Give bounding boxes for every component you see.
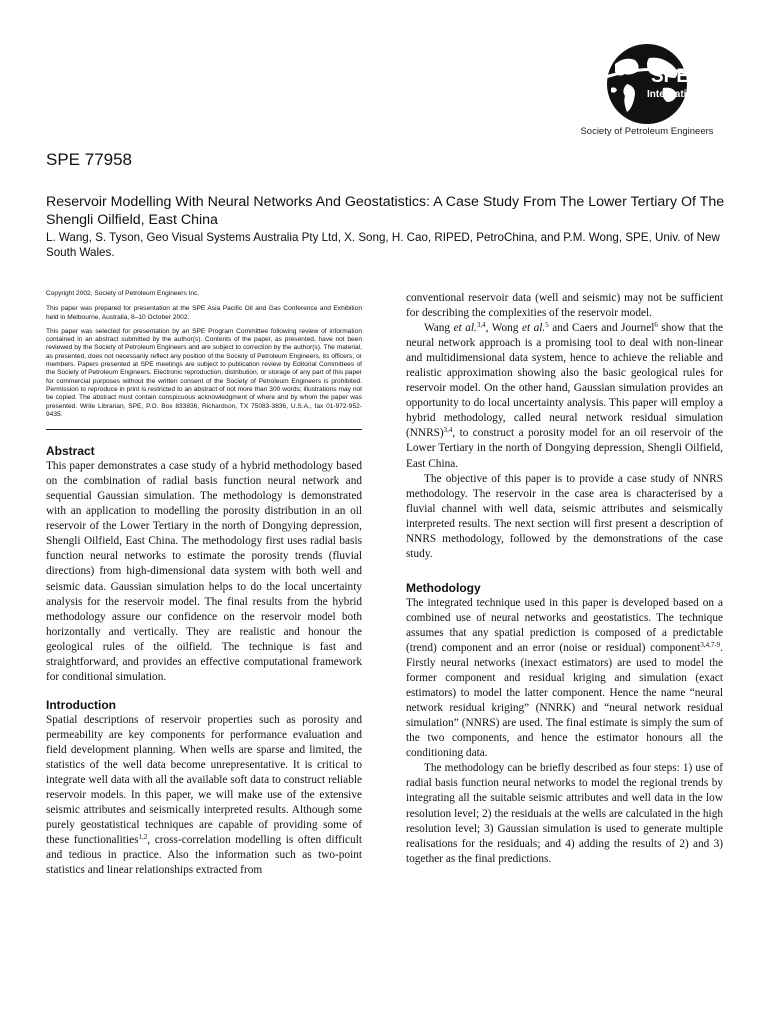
logo-caption: Society of Petroleum Engineers [580, 126, 714, 137]
copyright-notice: This paper was selected for presentation by an SPE Program Committee following review of information contained in an abstract submitted by the author(s). Contents of the paper, as presented, have not been reviewed by the Society of Petroleum Engineers and are subject to correction by the author(s). The material, as presented, does not necessarily reflect any position of the Society of Petroleum Engineers, its officers, or members. Papers presented at SPE meetings are subject to publication review by Editorial Committees of the Society of Petroleum Engineers. Electronic reproduction, distribution, or storage of any part of this paper for commercial purposes without the written consent of the Society of Petroleum Engineers is prohibited. Permission to reproduce in print is restricted to an abstract of not more than 300 words; illustrations may not be copied. The abstract must contain conspicuous acknowledgment of where and by whom the paper was presented. Write Librarian, SPE, P.O. Box 833836, Richardson, TX 75083-3836, U.S.A., fax 01-972-952-9435. [46, 327, 362, 418]
copyright-line: Copyright 2002, Society of Petroleum Engineers Inc. [46, 290, 200, 297]
paper-number: SPE 77958 [46, 150, 133, 169]
paper-title: Reservoir Modelling With Neural Networks And Geostatistics: A Case Study From The Lower Tertiary Of The Shengli Oilfield, East China [46, 194, 725, 228]
author-list: L. Wang, S. Tyson, Geo Visual Systems Australia Pty Ltd, X. Song, H. Cao, RIPED, PetroChina, and P.M. Wong, SPE, Univ. of New South Wales. [46, 231, 720, 259]
abstract-text: This paper demonstrates a case study of a hybrid methodology based on the combination of radial basis function neural network and sequential Gaussian simulation. The methodology is demonstrated with an application to modelling the porosity distribution in an oil reservoir of the Lower Tertiary in the north of Dongying depression, Shengli Oilfield, East China. The methodology first uses radial basis function neural networks to estimate the porosity trends (fluvial directions) from high-dimensional data system with both well and seismic data. Gaussian simulation helps to do the local uncertainty analysis for the reservoir model. The final results from the hybrid methodology assure our confidence on the reservoir model both horizontally and vertically. They are realistic and honour the geological rules of the oilfield. The technique is fast and straightforward, and provides an effective computational framework for conditional simulation. [46, 460, 362, 683]
left-column [46, 290, 362, 878]
introduction-paragraph: The objective of this paper is to provide a case study of NNRS methodology. The reservoir in the case area is characterised by a fluvial channel with well data, seismic attributes and seismically interpreted results. The next section will first present a description of NNRS methodology, followed by the demonstrations of the case study. [406, 472, 723, 560]
introduction-paragraph: Wang et al.$^{3,4}$, Wong et al.$^5$ and Caers and Journel$^6$ show that the neural network approach is a promising tool to deal with non-linear and multidimensional data system, hence to achieve the reliable and realistic approximation showing also the basic geological rules for reservoir model. On the other hand, Gaussian simulation provides an opportunity to do local uncertainty analysis. This paper will employ a hybrid methodology, called neural network residual simulation (NNRS)$^{3,4}$, to construct a porosity model for an oil reservoir of the Lower Tertiary in the north of Dongying depression, Shengli Oilfield, East China. [406, 321, 723, 470]
introduction-paragraph-continued: conventional reservoir data (well and seismic) may not be sufficient for describing the complexities of the reservoir model. [406, 292, 723, 320]
methodology-paragraph: The methodology can be briefly described as four steps: 1) use of radial basis function neural networks to model the regional trends by integrating all the suitable seismic attributes and well data in the low resolution level; 2) the residuals at the wells are calculated in the high resolution level; 3) Gaussian simulation is used to generate multiple realisations for the residuals; and 4) adding the results of 2) and 3) together as the final predictions. [406, 762, 723, 865]
methodology-heading: Methodology [406, 580, 481, 595]
introduction-paragraph: Spatial descriptions of reservoir properties such as porosity and permeability are key components for performance evaluation and field development planning. When wells are sparse and limited, the statistics of the well data become unrepresentative. It is critical to integrate well data with all the available soft data to construct reliable reservoir models. In this paper, we will make use of the extensive seismic attributes and seismically interpreted results. Although some purely geostatistical techniques are capable of providing some of these functionalities$^{1,2}$, cross-correlation modelling is often difficult and tedious in practice. Also the information such as two-point statistics and linear relationships extracted from [46, 713, 362, 877]
logo-sub-text: International [647, 89, 708, 100]
right-column [406, 291, 723, 867]
section-divider [46, 429, 362, 430]
methodology-paragraph: The integrated technique used in this paper is developed based on a combined use of neural networks and geostatistics. The technique assumes that any spatial prediction is composed of a predictable (trend) component and an error (noise or residual) component$^{3,4,7-9}$. Firstly neural networks (inexact estimators) are used to model the former component and residual kriging and simulation (exact estimators) to model the latter component. Hence the name “neural network residual kriging” (NNRK) and “neural network residual simulation” (NNRS) are used. The final estimate is simply the sum of the two components, and hence the estimator honours all the conditioning data. [406, 596, 723, 760]
spe-logo [571, 44, 723, 140]
logo-brand-text: SPE [651, 66, 690, 87]
abstract-heading: Abstract [46, 444, 95, 459]
globe-logo-icon [571, 44, 723, 126]
conference-notice: This paper was prepared for presentation at the SPE Asia Pacific Oil and Gas Conference and Exhibition held in Melbourne, Australia, 8–10 October 2002. [46, 305, 362, 321]
introduction-heading: Introduction [46, 697, 116, 712]
